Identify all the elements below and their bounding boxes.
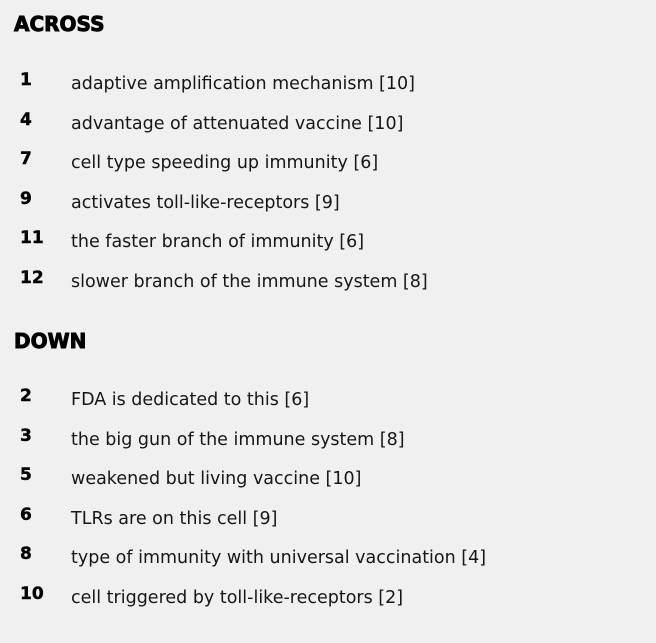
clue-number: 8 (20, 544, 32, 565)
clue-number: 4 (20, 109, 32, 130)
clue-text: adaptive amplification mechanism [10] (71, 74, 415, 94)
across-clue (0, 70, 656, 110)
clue-number: 11 (20, 228, 44, 249)
clue-text: slower branch of the immune system [8] (71, 271, 428, 292)
across-heading: ACROSS (14, 12, 105, 36)
across-clue (0, 149, 656, 189)
down-clue (0, 426, 656, 466)
across-clue-list (0, 70, 656, 308)
down-clue (0, 465, 656, 505)
clue-number: 12 (20, 267, 44, 288)
clue-text: the big gun of the immune system [8] (71, 429, 405, 450)
clue-number: 6 (20, 504, 32, 525)
clue-number: 1 (20, 70, 32, 90)
across-clue (0, 110, 656, 150)
clue-number: 10 (20, 583, 44, 604)
down-clue (0, 505, 656, 545)
clue-number: 2 (20, 386, 32, 406)
across-clue (0, 268, 656, 308)
clue-number: 5 (20, 465, 32, 486)
clue-text: cell triggered by toll-like-receptors [2] (71, 587, 404, 608)
clue-number: 7 (20, 149, 32, 170)
down-heading: DOWN (14, 329, 87, 353)
clue-text: weakened but living vaccine [10] (71, 469, 362, 490)
down-clue (0, 584, 656, 624)
clue-text: activates toll-like-receptors [9] (71, 192, 340, 213)
clue-text: advantage of attenuated vaccine [10] (71, 113, 404, 134)
across-clue (0, 189, 656, 229)
clue-number: 9 (20, 188, 32, 209)
clue-text: TLRs are on this cell [9] (71, 508, 278, 529)
clue-text: type of immunity with universal vaccination [4] (71, 548, 487, 569)
clue-text: the faster branch of immunity [6] (71, 232, 365, 253)
across-clue (0, 228, 656, 268)
clue-number: 3 (20, 425, 32, 446)
down-clue (0, 386, 656, 426)
clue-text: cell type speeding up immunity [6] (71, 153, 379, 174)
down-clue-list (0, 386, 656, 624)
down-clue (0, 544, 656, 584)
clue-text: FDA is dedicated to this [6] (71, 390, 310, 410)
